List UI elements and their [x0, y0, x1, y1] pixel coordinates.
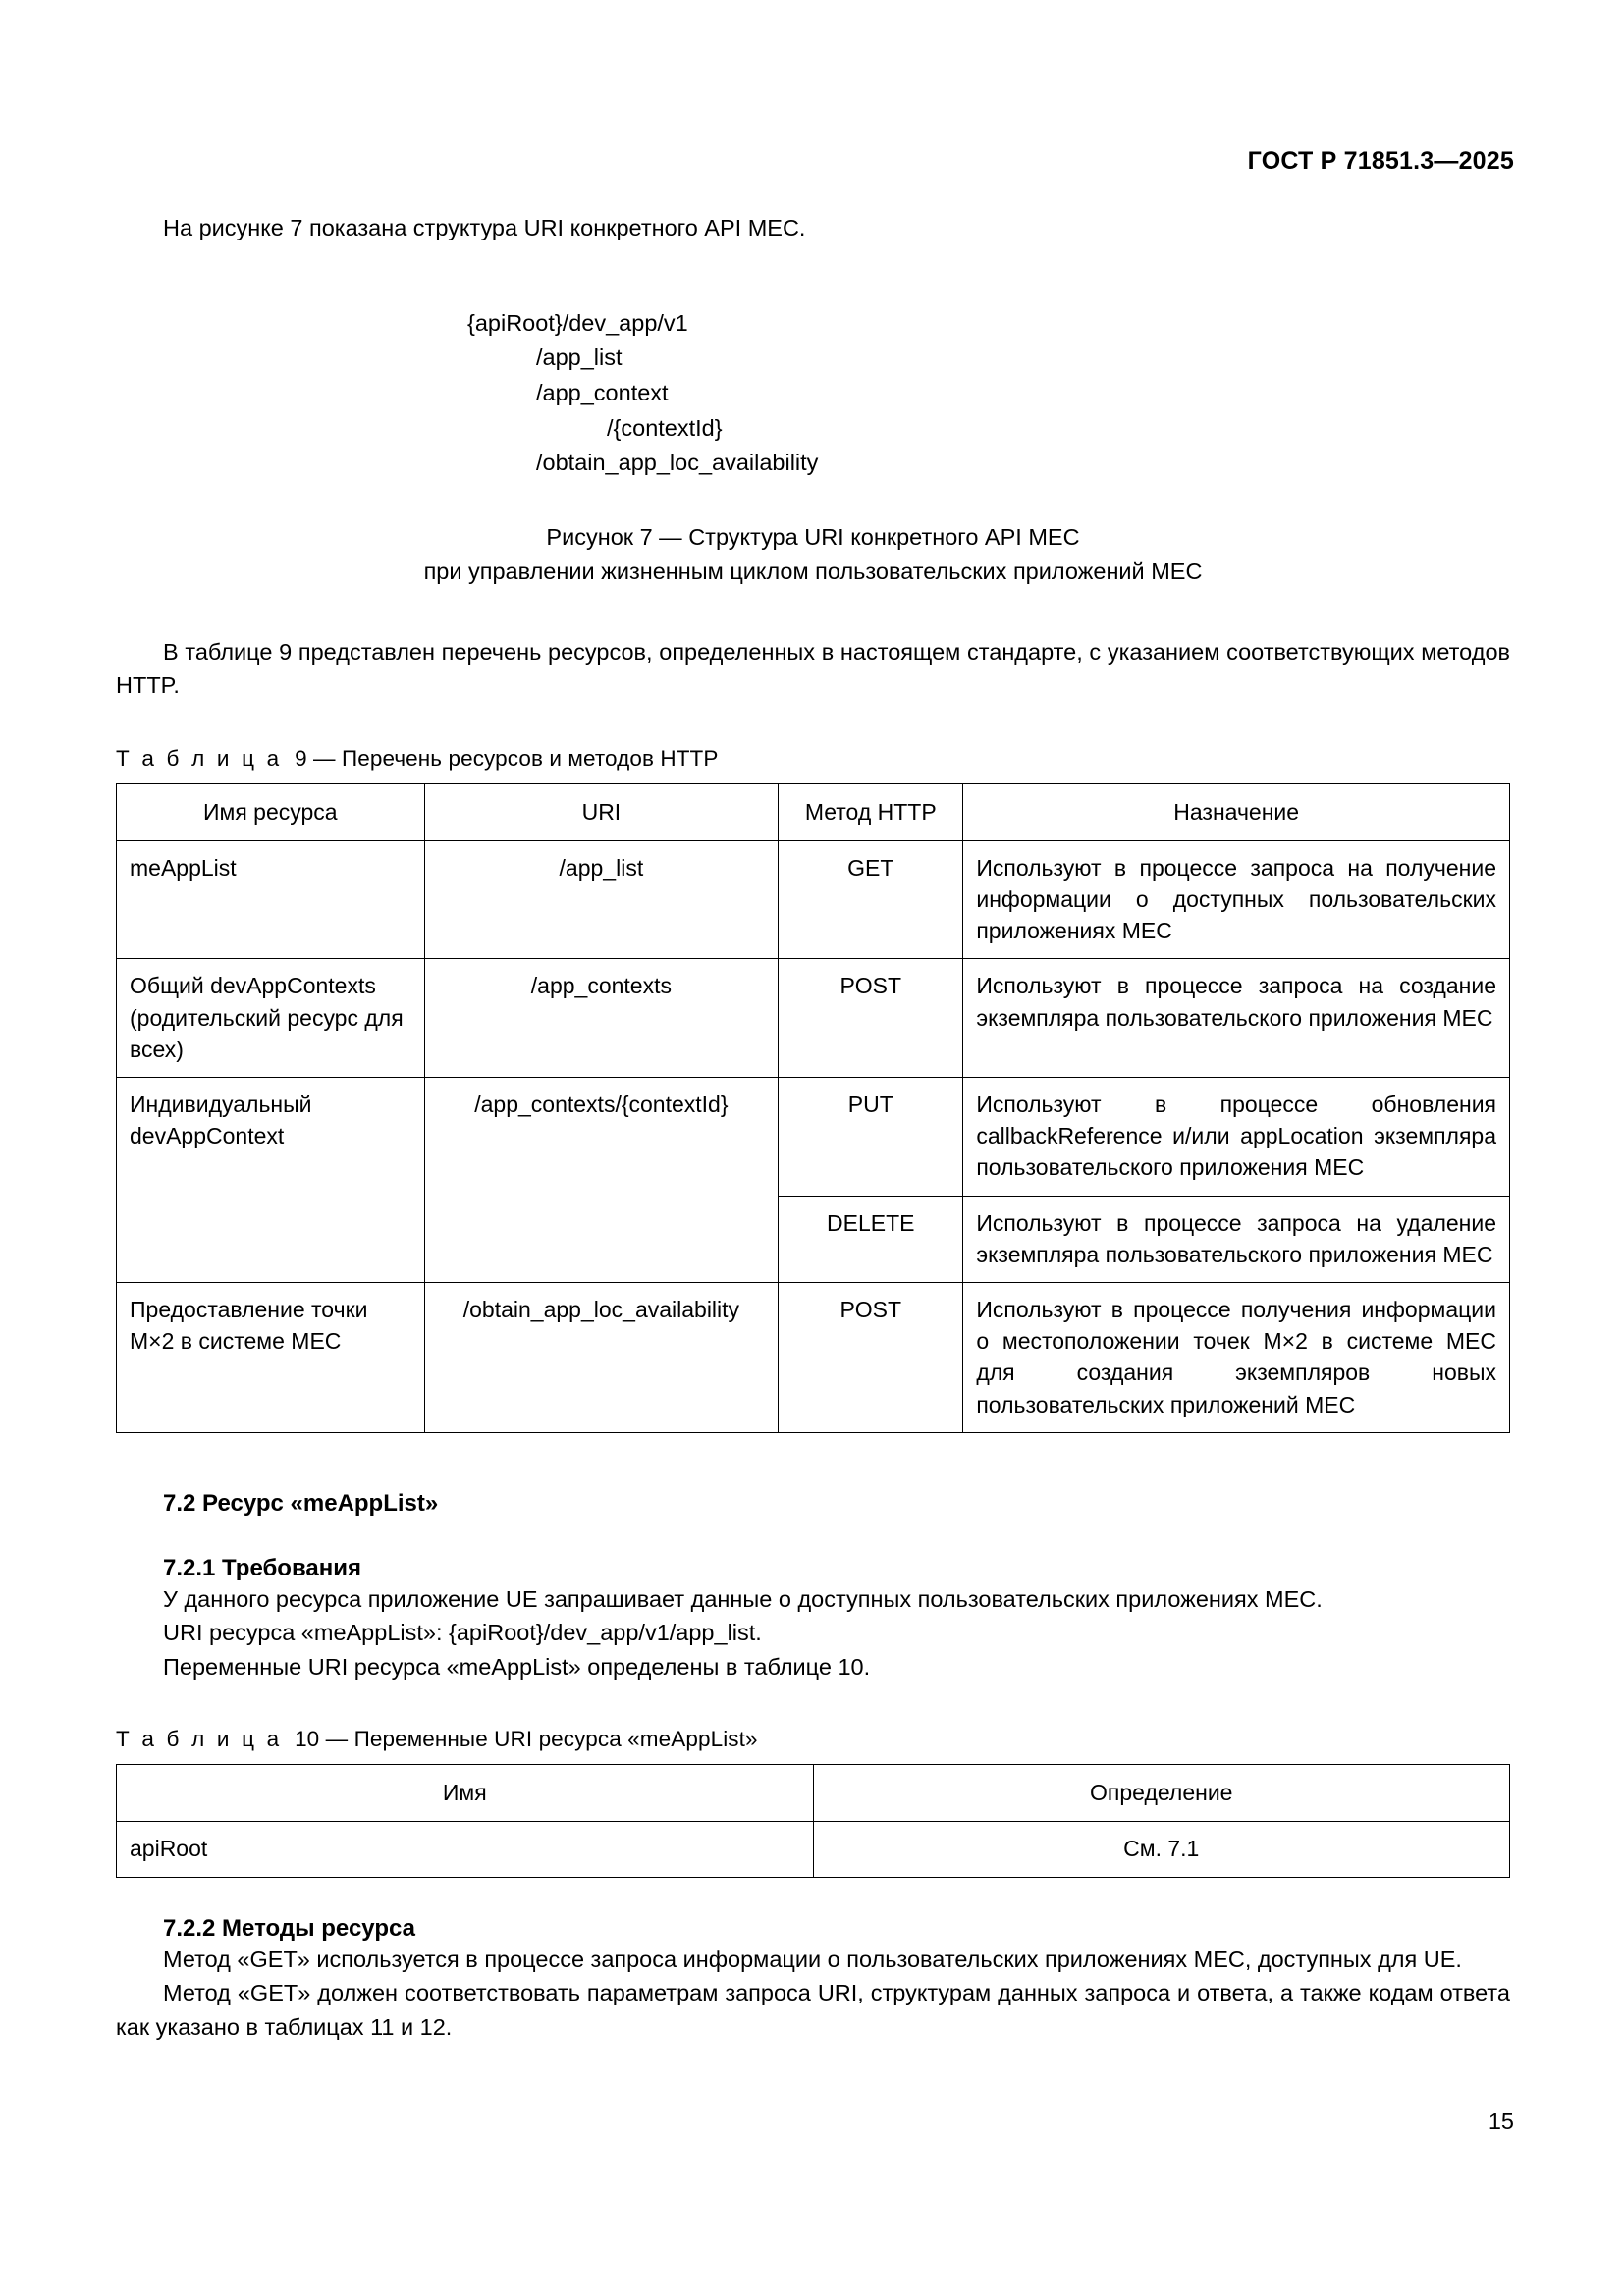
- figure-line-2: /app_list: [536, 345, 623, 371]
- table-9-cell-method: POST: [779, 959, 963, 1078]
- figure-7-caption: [116, 520, 1510, 590]
- page-number: 15: [1488, 2109, 1514, 2134]
- table-row: [117, 1282, 1510, 1432]
- table-9-header-purpose: Назначение: [963, 783, 1510, 840]
- table-10-header-definition: Определение: [813, 1765, 1510, 1822]
- figure-caption-line-2: при управлении жизненным циклом пользовательских приложений MEC: [423, 559, 1203, 585]
- figure-line-3: /app_context: [536, 379, 669, 405]
- table-9-title: [116, 746, 1510, 772]
- table-9-cell-uri: [424, 1196, 779, 1282]
- paragraph-7-2-1-1: [116, 1582, 1510, 1617]
- paragraph-7-2-1-1-text: У данного ресурса приложение UE запрашивает данные о доступных пользовательских приложениях MEC.: [163, 1585, 1323, 1612]
- figure-7-uri-structure: [116, 306, 1510, 482]
- table-9-header-name: Имя ресурса: [117, 783, 425, 840]
- table-10-header-name: Имя: [117, 1765, 814, 1822]
- figure-line-5: /obtain_app_loc_availability: [536, 450, 819, 476]
- figure-line-1: {apiRoot}/dev_app/v1: [467, 309, 688, 336]
- table-row: [117, 959, 1510, 1078]
- paragraph-figure-reference: На рисунке 7 показана структура URI конкретного API MEC.: [163, 215, 806, 240]
- table-9-cell-purpose: Используют в процессе запроса на получение информации о доступных пользовательских приложениях MEC: [963, 840, 1510, 959]
- table-9-cell-name: [117, 1196, 425, 1282]
- table-row: [117, 1078, 1510, 1197]
- table-9-header-uri: URI: [424, 783, 779, 840]
- table-row: [117, 1196, 1510, 1282]
- table-9-cell-name: Предоставление точки M×2 в системе MEC: [117, 1282, 425, 1432]
- table-10-cell-name: apiRoot: [117, 1822, 814, 1877]
- paragraph-table9-intro: В таблице 9 представлен перечень ресурсов, определенных в настоящем стандарте, с указанием соответствующих методов HTTP.: [116, 638, 1510, 699]
- table-9-cell-uri: /app_list: [424, 840, 779, 959]
- figure-caption-line-1: Рисунок 7 — Структура URI конкретного API MEC: [546, 524, 1080, 551]
- table-9-resources-http-methods: [116, 783, 1510, 1433]
- table-row-header: [117, 783, 1510, 840]
- table-9-cell-name: meAppList: [117, 840, 425, 959]
- table-row: [117, 1822, 1510, 1877]
- table-10-cell-definition: См. 7.1: [813, 1822, 1510, 1877]
- figure-line-4: /{contextId}: [607, 414, 723, 441]
- section-heading-7-2: 7.2 Ресурс «meAppList»: [163, 1489, 439, 1517]
- paragraph-7-2-1-3: Переменные URI ресурса «meAppList» определены в таблице 10.: [163, 1653, 871, 1680]
- table-9-title-prefix: Т а б л и ц а: [116, 745, 283, 771]
- page-header-standard-number: ГОСТ Р 71851.3—2025: [1247, 147, 1514, 175]
- table-10-title-rest: 10 — Переменные URI ресурса «meAppList»: [295, 1727, 758, 1752]
- page-content: [116, 211, 1510, 2044]
- table-9-cell-name: Индивидуальный devAppContext: [117, 1078, 425, 1197]
- table-10-title-prefix: Т а б л и ц а: [116, 1727, 283, 1752]
- table-9-header-method: Метод HTTP: [779, 783, 963, 840]
- table-10-uri-variables: [116, 1764, 1510, 1877]
- table-9-cell-purpose: Используют в процессе запроса на удаление экземпляра пользовательского приложения MEC: [963, 1196, 1510, 1282]
- table-9-cell-method: DELETE: [779, 1196, 963, 1282]
- table-9-cell-method: PUT: [779, 1078, 963, 1197]
- table-9-cell-uri: /obtain_app_loc_availability: [424, 1282, 779, 1432]
- paragraph-7-2-2-2: Метод «GET» должен соответствовать параметрам запроса URI, структурам данных запроса и ответа, а также кодам ответа как указано в таблицах 11 и 12.: [116, 1980, 1510, 2040]
- table-9-cell-uri: /app_contexts/{contextId}: [424, 1078, 779, 1197]
- table-9-cell-purpose: Используют в процессе обновления callbackReference и/или appLocation экземпляра пользовательского приложения MEC: [963, 1078, 1510, 1197]
- table-9-cell-uri: /app_contexts: [424, 959, 779, 1078]
- paragraph-7-2-1-2: URI ресурса «meAppList»: {apiRoot}/dev_app/v1/app_list.: [163, 1620, 762, 1646]
- table-9-title-rest: 9 — Перечень ресурсов и методов HTTP: [295, 745, 719, 771]
- table-9-cell-purpose: Используют в процессе получения информации о местоположении точек M×2 в системе MEC для создания экземпляров новых пользовательских приложений MEC: [963, 1282, 1510, 1432]
- table-9-cell-method: POST: [779, 1282, 963, 1432]
- table-9-cell-method: GET: [779, 840, 963, 959]
- table-9-cell-purpose: Используют в процессе запроса на создание экземпляра пользовательского приложения MEC: [963, 959, 1510, 1078]
- table-row: [117, 840, 1510, 959]
- paragraph-7-2-2-1: Метод «GET» используется в процессе запроса информации о пользовательских приложениях MEC, доступных для UE.: [163, 1946, 1462, 1972]
- section-heading-7-2-2: 7.2.2 Методы ресурса: [163, 1914, 415, 1942]
- section-heading-7-2-1: 7.2.1 Требования: [163, 1554, 362, 1581]
- table-row-header: [117, 1765, 1510, 1822]
- table-9-cell-name: Общий devAppContexts (родительский ресурс для всех): [117, 959, 425, 1078]
- table-10-title: [116, 1727, 1510, 1752]
